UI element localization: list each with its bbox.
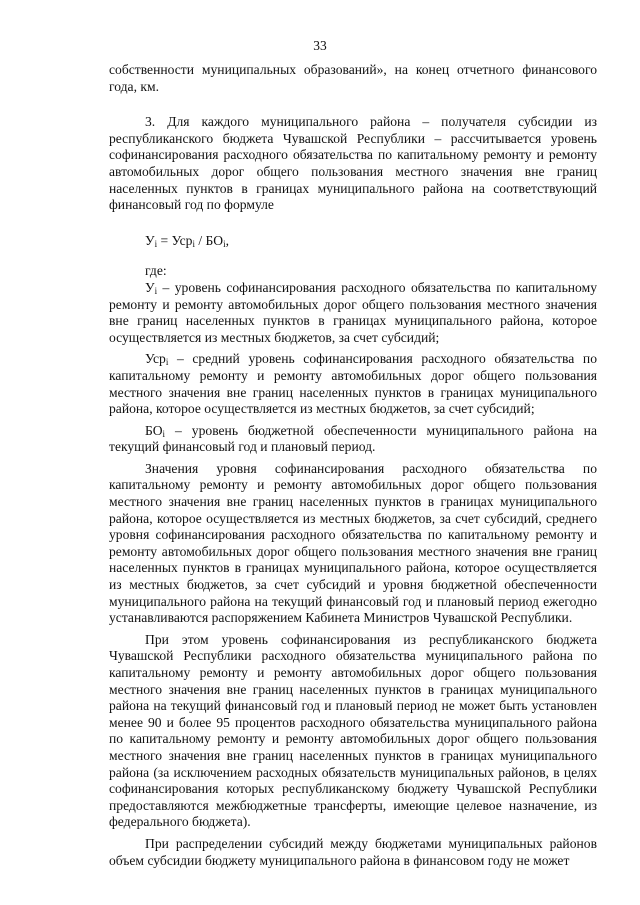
definition-text: – уровень бюджетной обеспеченности муниципального района на текущий финансовый год и плановый период. <box>109 422 597 455</box>
definition-symbol: БО <box>145 422 163 438</box>
formula-index: i <box>192 238 195 249</box>
page-number: 33 <box>313 38 327 53</box>
formula-index: i <box>154 238 158 249</box>
definition-index: i <box>154 285 158 296</box>
formula-div: / БО <box>194 232 224 248</box>
paragraph-continuation: собственности муниципальных образований», на конец отчетного финансового года, км. <box>109 62 597 94</box>
formula-eq: = Уср <box>157 232 193 248</box>
definition-symbol: У <box>145 279 155 295</box>
definition-index: i <box>162 428 166 439</box>
paragraph-distribution: При распределении субсидий между бюджетами муниципальных районов объем субсидии бюджету муниципального района в финансовом году не может <box>109 835 597 868</box>
definition-text: – уровень софинансирования расходного обязательства по капитальному ремонту и ремонту автомобильных дорог общего пользования местного значения вне границ населенных пунктов в границах муниципального района, которое осуществляется из местных бюджетов, за счет субсидий; <box>109 279 597 345</box>
definition-text: – средний уровень софинансирования расходного обязательства по капитальному ремонту и ремонту автомобильных дорог общего пользования местного значения вне границ населенных пунктов в границах муниципального района, которое осуществляется из местных бюджетов, за счет субсидий; <box>109 351 597 417</box>
definition-symbol: Уср <box>145 351 166 367</box>
definition-index: i <box>165 357 169 368</box>
formula-end: , <box>225 232 229 248</box>
definition-y <box>109 280 597 346</box>
paragraph-limits: При этом уровень софинансирования из республиканского бюджета Чувашской Республики расходного обязательства муниципального района по капитальному ремонту и ремонту автомобильных дорог общего пользования местного значения вне границ населенных пунктов в границах муниципального района на текущий финансовый год и плановый период не может быть установлен менее 90 и более 95 процентов расходного обязательства муниципального района по капитальному ремонту и ремонту автомобильных дорог общего пользования местного значения вне границ населенных пунктов в границах муниципального района (за исключением расходных обязательств муниципальных районов, в целях софинансирования которых республиканскому бюджету Чувашской Республики предоставляются межбюджетные трансферты, имеющие целевое назначение, из федерального бюджета). <box>109 631 597 830</box>
definition-ysr <box>109 351 597 417</box>
formula <box>109 233 597 250</box>
formula-y: У <box>145 232 155 248</box>
definition-bo <box>109 423 597 456</box>
paragraph-item-3: 3. Для каждого муниципального района – получателя субсидии из республиканского бюджета Чувашской Республики – рассчитывается уровень софинансирования расходного обязательства по капитальному ремонту и ремонту автомобильных дорог общего пользования местного значения вне границ населенных пунктов в границах муниципального района на соответствующий финансовый год по формуле <box>109 114 597 213</box>
formula-index: i <box>223 238 226 249</box>
document-body <box>109 62 597 869</box>
paragraph-values: Значения уровня софинансирования расходного обязательства по капитальному ремонту и ремонту автомобильных дорог общего пользования местного значения вне границ населенных пунктов в границах муниципального района, которое осуществляется из местных бюджетов, за счет субсидий, среднего уровня софинансирования расходного обязательства по капитальному ремонту и ремонту автомобильных дорог общего пользования местного значения вне границ населенных пунктов в границах муниципального района, которое осуществляется из местных бюджетов, за счет субсидий и уровня бюджетной обеспеченности муниципального района на текущий финансовый год и плановый период ежегодно устанавливаются распоряжением Кабинета Министров Чувашской Республики. <box>109 460 597 626</box>
where-label: где: <box>145 263 167 279</box>
